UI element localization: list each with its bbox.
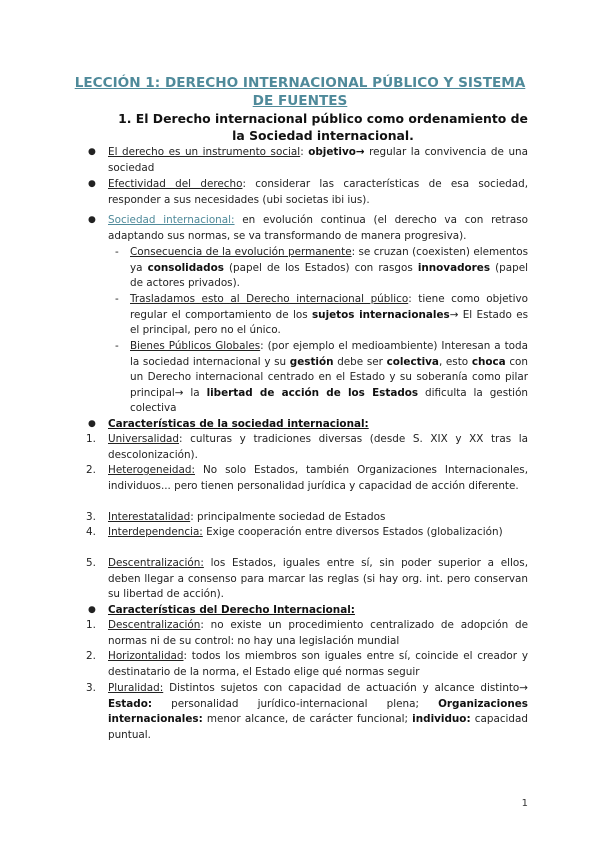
- bullet-icon: ●: [88, 605, 96, 615]
- list-item: Universalidad: culturas y tradiciones diversas (desde S. XIX y XX tras la descolonización).: [108, 433, 528, 461]
- dash-icon: -: [115, 246, 119, 258]
- dash-item: Bienes Públicos Globales: (por ejemplo el medioambiente) Interesan a toda la sociedad internacional y su gestión debe ser colectiva, esto choca con un Derecho internacional centrado en el Estado y su soberanía como pilar principal→ la libertad de acción de los Estados dificulta la gestión colectiva: [130, 340, 529, 415]
- bullet-icon: ●: [88, 179, 96, 189]
- list-item: Heterogeneidad: No solo Estados, también Organizaciones Internacionales, individuos... pero tienen personalidad jurídica y capacidad de acción diferente.: [108, 464, 528, 492]
- list-number: 3.: [86, 511, 96, 523]
- bullet-item: Sociedad internacional: en evolución continua (el derecho va con retraso adaptando sus normas, se va transformando de manera progresiva).: [108, 214, 528, 242]
- bullet-icon: ●: [88, 147, 96, 157]
- bullet-icon: ●: [88, 419, 96, 429]
- dash-item: Trasladamos esto al Derecho internacional público: tiene como objetivo regular el comportamiento de los sujetos internacionales→ El Estado es el principal, pero no el único.: [130, 293, 529, 337]
- list-number: 1.: [86, 619, 96, 631]
- list-item: Descentralización: no existe un procedimiento centralizado de adopción de normas ni de su control: no hay una legislación mundial: [108, 619, 528, 647]
- bullet-icon: ●: [88, 215, 96, 225]
- list-heading: Características del Derecho Internacional:: [108, 604, 355, 616]
- bullet-item: El derecho es un instrumento social: objetivo→ regular la convivencia de una sociedad: [108, 146, 528, 174]
- list-number: 1.: [86, 433, 96, 445]
- page-number: 1: [521, 798, 528, 809]
- list-item: Horizontalidad: todos los miembros son iguales entre sí, coincide el creador y destinatario de la norma, el Estado elige qué normas seguir: [108, 650, 528, 678]
- list-item: Interestatalidad: principalmente sociedad de Estados: [108, 511, 386, 523]
- list-number: 4.: [86, 526, 96, 538]
- list-item: Interdependencia: Exige cooperación entre diversos Estados (globalización): [108, 526, 503, 538]
- list-heading: Características de la sociedad internacional:: [108, 418, 369, 430]
- list-item: Descentralización: los Estados, iguales entre sí, sin poder superior a ellos, deben llegar a consenso para marcar las reglas (si hay org. int. pero conservan su libertad de acción).: [108, 557, 528, 601]
- list-item: Pluralidad: Distintos sujetos con capacidad de actuación y alcance distinto→ Estado: personalidad jurídico-internacional plena; Organizaciones internacionales: menor alcance, de carácter funcional; individuo: capacidad puntual.: [108, 682, 528, 741]
- dash-item: Consecuencia de la evolución permanente: se cruzan (coexisten) elementos ya consolidados (papel de los Estados) con rasgos innovadores (papel de actores privados).: [130, 246, 528, 290]
- dash-icon: -: [115, 340, 119, 352]
- list-number: 5.: [86, 557, 96, 569]
- bullet-item: Efectividad del derecho: considerar las características de esa sociedad, responder a sus necesidades (ubi societas ibi ius).: [108, 178, 528, 206]
- list-number: 2.: [86, 650, 96, 662]
- list-number: 3.: [86, 682, 96, 694]
- lesson-title: LECCIÓN 1: DERECHO INTERNACIONAL PÚBLICO Y SISTEMA DE FUENTES: [74, 75, 526, 109]
- list-number: 2.: [86, 464, 96, 476]
- dash-icon: -: [115, 293, 119, 305]
- section-heading: 1. El Derecho internacional público como ordenamiento de la Sociedad internacional.: [118, 111, 528, 143]
